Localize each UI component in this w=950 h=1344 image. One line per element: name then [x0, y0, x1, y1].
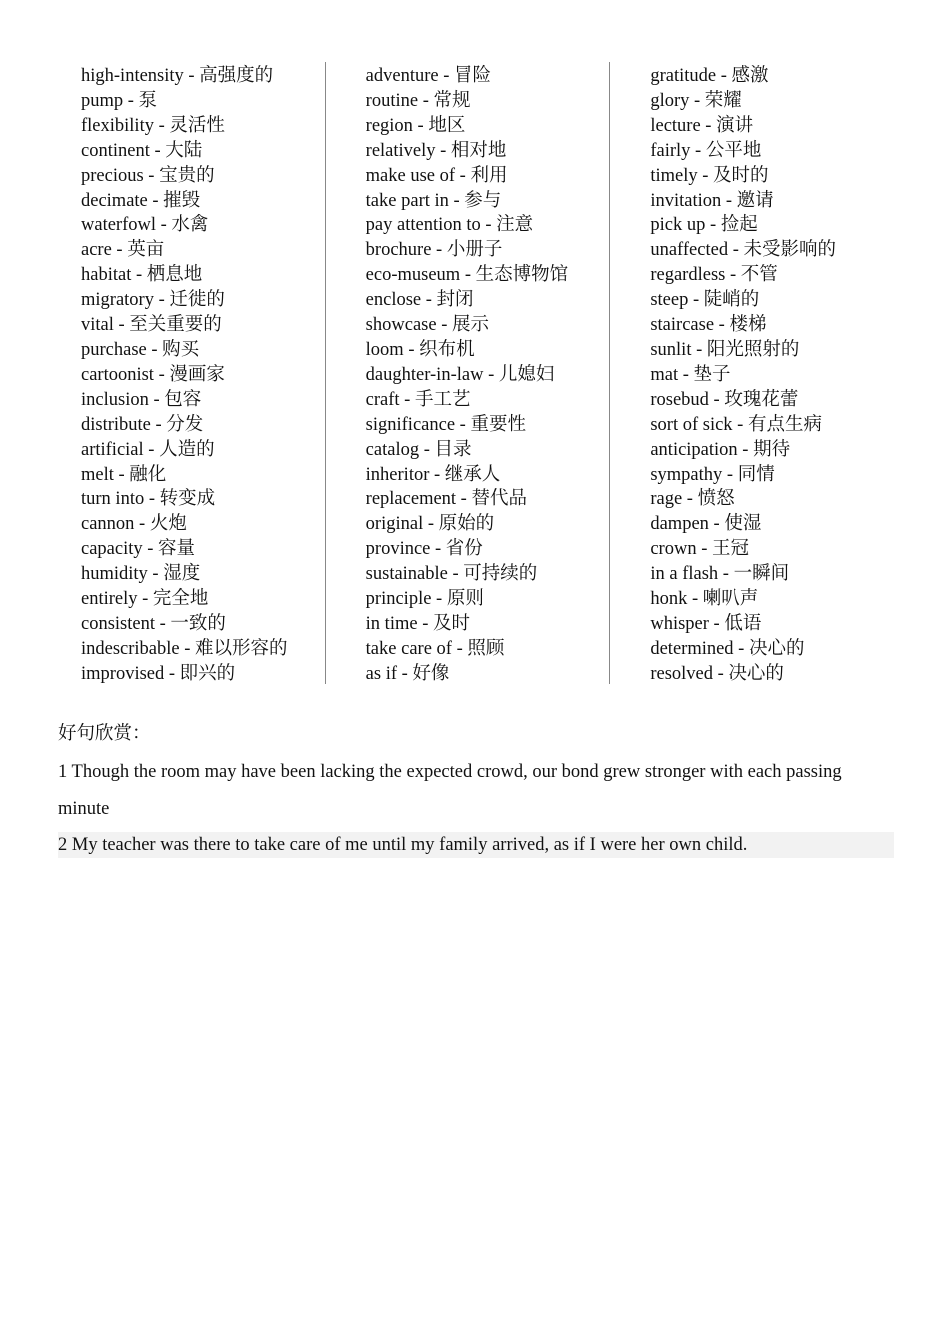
vocabulary-item: gratitude - 感激 — [650, 66, 769, 86]
vocabulary-item: eco-museum - 生态博物馆 — [365, 265, 569, 286]
vocabulary-item: original - 原始的 — [365, 514, 495, 535]
sentence-item: 2 My teacher was there to take care of me until my family arrived, as if I were her own child. — [58, 832, 894, 858]
vocabulary-item: staircase - 楼梯 — [650, 315, 767, 336]
vocabulary-item: indescribable - 难以形容的 — [81, 638, 288, 659]
vocabulary-item: routine - 常规 — [365, 90, 471, 111]
vocabulary-item: craft - 手工艺 — [365, 389, 471, 410]
vocabulary-item: turn into - 转变成 — [81, 489, 216, 510]
vocabulary-item: loom - 织布机 — [365, 339, 475, 360]
vocabulary-item: acre - 英亩 — [81, 240, 165, 261]
vocabulary-item: glory - 荣耀 — [650, 90, 742, 111]
vocabulary-item: lecture - 演讲 — [650, 115, 754, 136]
vocabulary-item: unaffected - 未受影响的 — [650, 240, 836, 261]
vocabulary-item: showcase - 展示 — [365, 315, 489, 336]
vocabulary-item: cannon - 火炮 — [81, 514, 187, 535]
vocabulary-item: inclusion - 包容 — [81, 389, 202, 410]
vocabulary-item: regardless - 不管 — [650, 265, 778, 286]
vocabulary-item: inheritor - 继承人 — [365, 464, 501, 485]
vocabulary-item: replacement - 替代品 — [365, 489, 527, 510]
vocabulary-item: take part in - 参与 — [365, 190, 502, 211]
vocabulary-item: entirely - 完全地 — [81, 589, 209, 610]
vocabulary-item: migratory - 迁徙的 — [81, 290, 225, 311]
vocabulary-item: pump - 泵 — [81, 90, 158, 111]
vocabulary-item: make use of - 利用 — [365, 165, 508, 186]
vocabulary-item: invitation - 邀请 — [650, 190, 774, 211]
vocabulary-item: rage - 愤怒 — [650, 489, 735, 510]
vocabulary-item: resolved - 决心的 — [650, 663, 784, 684]
vocabulary-item: take care of - 照顾 — [365, 638, 505, 659]
good-sentences-heading: 好句欣赏： — [58, 724, 151, 744]
vocabulary-item: high-intensity - 高强度的 — [81, 66, 274, 86]
vocabulary-item: mat - 垫子 — [650, 364, 731, 385]
sentence-item: 1 Though the room may have been lacking the expected crowd, our bond grew stronger with each passing minute — [58, 762, 842, 819]
vocabulary-column-1 — [58, 62, 325, 684]
good-sentences-section — [58, 720, 894, 858]
vocabulary-item: distribute - 分发 — [81, 414, 204, 435]
vocabulary-item: sort of sick - 有点生病 — [650, 414, 822, 435]
vocabulary-item: flexibility - 灵活性 — [81, 115, 225, 136]
vocabulary-item: pay attention to - 注意 — [365, 215, 534, 236]
vocabulary-item: melt - 融化 — [81, 464, 167, 485]
vocabulary-item: vital - 至关重要的 — [81, 315, 222, 336]
vocabulary-column-3 — [609, 62, 894, 684]
vocabulary-item: purchase - 购买 — [81, 339, 200, 360]
vocabulary-item: significance - 重要性 — [365, 414, 526, 435]
vocabulary-item: in time - 及时 — [365, 613, 470, 634]
vocabulary-item: province - 省份 — [365, 539, 483, 560]
vocabulary-item: dampen - 使湿 — [650, 514, 762, 535]
vocabulary-item: sunlit - 阳光照射的 — [650, 339, 800, 360]
vocabulary-table — [58, 62, 894, 684]
vocabulary-item: decimate - 摧毁 — [81, 190, 201, 211]
vocabulary-item: enclose - 封闭 — [365, 290, 474, 311]
vocabulary-item: fairly - 公平地 — [650, 140, 762, 161]
vocabulary-item: humidity - 湿度 — [81, 564, 201, 585]
vocabulary-item: rosebud - 玫瑰花蕾 — [650, 389, 799, 410]
vocabulary-item: region - 地区 — [365, 115, 466, 136]
vocabulary-item: anticipation - 期待 — [650, 439, 791, 460]
vocabulary-item: catalog - 目录 — [365, 439, 472, 460]
vocabulary-item: artificial - 人造的 — [81, 439, 215, 460]
vocabulary-item: capacity - 容量 — [81, 539, 196, 560]
vocabulary-item: precious - 宝贵的 — [81, 165, 215, 186]
vocabulary-item: determined - 决心的 — [650, 638, 805, 659]
vocabulary-item: brochure - 小册子 — [365, 240, 503, 261]
vocabulary-item: in a flash - 一瞬间 — [650, 564, 790, 585]
vocabulary-column-2 — [325, 62, 610, 684]
vocabulary-item: habitat - 栖息地 — [81, 265, 203, 286]
vocabulary-item: daughter-in-law - 儿媳妇 — [365, 364, 555, 385]
vocabulary-item: waterfowl - 水禽 — [81, 215, 209, 236]
vocabulary-item: sustainable - 可持续的 — [365, 564, 538, 585]
vocabulary-item: pick up - 捡起 — [650, 215, 758, 236]
vocabulary-item: cartoonist - 漫画家 — [81, 364, 225, 385]
vocabulary-item: timely - 及时的 — [650, 165, 769, 186]
vocabulary-item: whisper - 低语 — [650, 613, 762, 634]
vocabulary-item: relatively - 相对地 — [365, 140, 507, 161]
vocabulary-item: principle - 原则 — [365, 589, 484, 610]
vocabulary-item: as if - 好像 — [365, 663, 450, 684]
vocabulary-item: sympathy - 同情 — [650, 464, 775, 485]
vocabulary-item: crown - 王冠 — [650, 539, 749, 560]
vocabulary-item: steep - 陡峭的 — [650, 290, 760, 311]
vocabulary-item: improvised - 即兴的 — [81, 663, 236, 684]
vocabulary-item: consistent - 一致的 — [81, 613, 226, 634]
vocabulary-item: honk - 喇叭声 — [650, 589, 759, 610]
vocabulary-item: continent - 大陆 — [81, 140, 203, 161]
vocabulary-item: adventure - 冒险 — [365, 66, 492, 86]
